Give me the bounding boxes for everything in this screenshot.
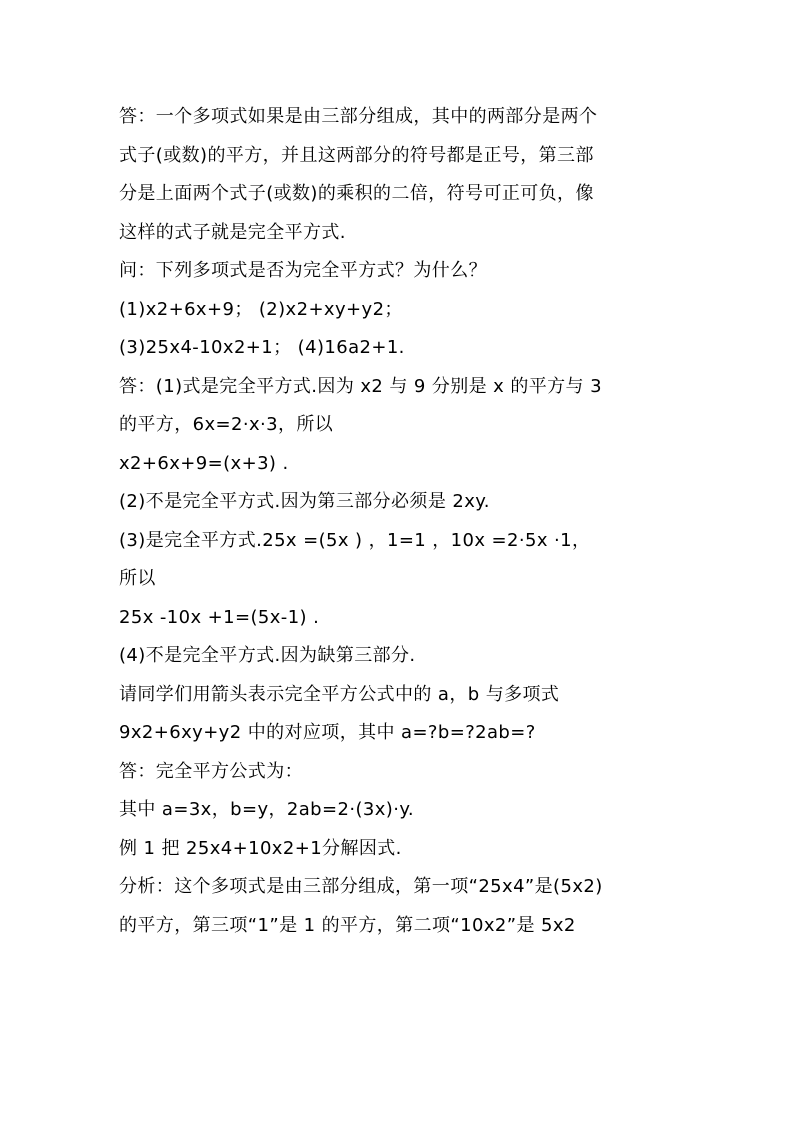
text-line-15: (4)不是完全平方式.因为缺第三部分. — [119, 645, 416, 666]
text-line-6: (1)x2+6x+9； (2)x2+xy+y2； — [119, 298, 403, 320]
text-line-13: 所以 — [119, 568, 156, 589]
text-line-3: 分是上面两个式子(或数)的乘积的二倍，符号可正可负，像 — [119, 183, 594, 204]
document-body — [119, 98, 679, 945]
text-line-5: 问：下列多项式是否为完全平方式？为什么？ — [119, 260, 487, 281]
text-line-21: 分析：这个多项式是由三部分组成，第一项“25x4”是(5x2) — [119, 876, 603, 897]
text-line-8: 答：(1)式是完全平方式.因为 x2 与 9 分别是 x 的平方与 3 — [119, 375, 602, 397]
text-line-9: 的平方，6x=2·x·3，所以 — [119, 414, 334, 435]
text-line-2: 式子(或数)的平方，并且这两部分的符号都是正号，第三部 — [119, 144, 594, 166]
text-line-1: 答：一个多项式如果是由三部分组成，其中的两部分是两个 — [119, 106, 598, 127]
text-line-17: 9x2+6xy+y2 中的对应项，其中 a=?b=?2ab=? — [119, 722, 536, 743]
text-line-22: 的平方，第三项“1”是 1 的平方，第二项“10x2”是 5x2 — [119, 914, 576, 936]
text-line-14: 25x -10x +1=(5x-1) . — [119, 606, 320, 628]
text-line-10: x2+6x+9=(x+3) . — [119, 452, 289, 474]
text-line-20: 例 1 把 25x4+10x2+1分解因式. — [119, 837, 402, 859]
text-line-11: (2)不是完全平方式.因为第三部分必须是 2xy. — [119, 491, 490, 512]
text-line-18: 答：完全平方公式为： — [119, 760, 303, 782]
text-line-16: 请同学们用箭头表示完全平方公式中的 a，b 与多项式 — [119, 683, 560, 705]
text-line-12: (3)是完全平方式.25x =(5x ) ，1=1 ，10x =2·5x ·1， — [119, 529, 591, 551]
text-line-7: (3)25x4-10x2+1； (4)16a2+1. — [119, 337, 405, 358]
text-line-19: 其中 a=3x，b=y，2ab=2·(3x)·y. — [119, 799, 414, 820]
text-line-4: 这样的式子就是完全平方式. — [119, 221, 346, 243]
